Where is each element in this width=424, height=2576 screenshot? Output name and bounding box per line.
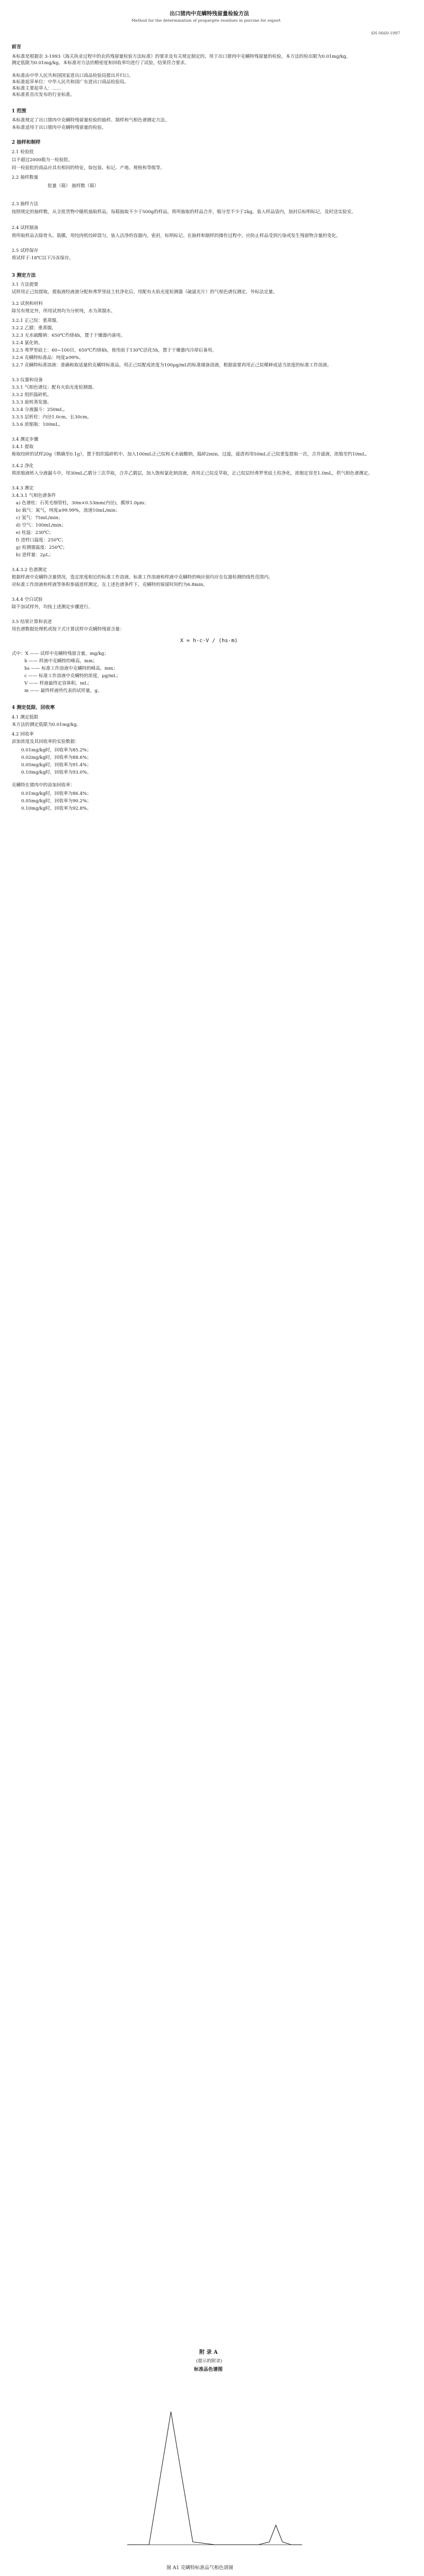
paragraph: 克螨特在猪肉中的添加回收率： [12, 783, 75, 788]
subsection-heading: 3.4.1 提取 [12, 444, 34, 450]
section-heading: 1 范围 [12, 109, 26, 114]
figure-caption: 图 A1 克螨特标准品气相色谱图 [166, 2565, 233, 2571]
variable-definition: hs —— 标准工作溶液中克螨特的峰高，mm； [24, 666, 118, 671]
paragraph: 除另有规定外，所用试剂均为分析纯，水为蒸馏水。 [12, 309, 116, 314]
paragraph: 除不加试样外，均按上述测定步骤进行。 [12, 604, 93, 610]
list-item: 3.3.2 组织捣碎机。 [12, 392, 52, 398]
subsection-heading: 3.4.3 测定 [12, 486, 34, 491]
table-header: 批量（箱） 抽样数（箱） [48, 183, 99, 189]
list-item: 3.2.6 克螨特标准品：纯度≥99%。 [12, 355, 84, 361]
list-item: 0.05mg/kg时，回收率为91.4%； [21, 763, 92, 768]
list-item: 3.3.1 气相色谱仪：配有火焰光度检测器。 [12, 385, 97, 390]
paragraph: 将所取样品去除骨头、筋膜，用绞肉机绞碎混匀，装入洁净的容器内，密封，标明标记。在抽样和制样的操作过程中，应防止样品受到污染或发生残留物含量的变化。 [12, 233, 341, 239]
section-heading: 3 测定方法 [12, 273, 36, 278]
foreword-text: 本标准系首次发布的行业标准。 [12, 92, 75, 98]
list-item: d) 空气：100mL/min； [16, 523, 66, 528]
variable-definition: m —— 最终样液所代表的试样量，g。 [24, 688, 102, 694]
subsection-heading: 3.5 结果计算和表述 [12, 619, 52, 625]
list-item: 3.2.4 氯化钠。 [12, 340, 43, 346]
list-item: 3.2.5 弗罗里硅土：60~100目，650℃灼烧4h，使用前于130℃活化5h，置于干燥器内冷却后备用。 [12, 348, 217, 353]
subsection-heading: 2.3 抽样方法 [12, 201, 39, 207]
foreword-text: 本标准由中华人民共和国国家进出口商品检验局提出并归口。 [12, 73, 134, 78]
list-item: c) 氢气：75mL/min； [16, 515, 63, 521]
paragraph: 以不超过2000箱为一检验批。 [12, 157, 73, 163]
list-item: 0.10mg/kg时，回收率为92.8%。 [21, 806, 92, 811]
list-item: 0.01mg/kg时，回收率为86.4%； [21, 791, 92, 796]
document-subtitle: Method for the determination of propargite residues in porcine for export [131, 18, 281, 23]
paragraph: 称取绞碎的试样20g（精确至0.1g），置于组织捣碎机中，加入100mL正己烷和无水硫酸钠，捣碎2min，过滤，滤渣再用50mL正己烷重复提取一次，合并滤液，浓缩至约10mL。 [12, 452, 370, 457]
subsection-heading: 3.4 测定步骤 [12, 437, 39, 442]
list-item: 3.3.4 分液漏斗：250mL。 [12, 407, 68, 413]
list-item: f) 进样口温度：250℃； [16, 538, 66, 543]
variable-definition: h —— 样液中克螨特的峰高，mm； [24, 659, 98, 664]
paragraph: 本标准规定了出口猪肉中克螨特残留量检验的抽样、制样和气相色谱测定方法。 [12, 118, 170, 123]
list-item: 3.2.7 克螨特标准溶液：准确称取适量的克螨特标准品，用正己烷配成浓度为100μg/mL的标准储备溶液，根据需要再用正己烷稀释成适当浓度的标准工作溶液。 [12, 363, 332, 368]
subsection-heading: 3.2 试剂和材料 [12, 301, 43, 306]
subsection-heading: 3.4.3.2 色谱测定 [12, 567, 47, 573]
subsection-heading: 3.3 仪器和设备 [12, 378, 43, 383]
subsection-heading: 3.4.2 净化 [12, 463, 34, 469]
subsection-heading: 2.2 抽样数量 [12, 175, 39, 180]
list-item: 3.2.2 乙腈：重蒸馏。 [12, 326, 56, 331]
paragraph: 本标准适用于出口猪肉中克螨特残留量的检验。 [12, 125, 107, 130]
foreword-text: 本标准是根据农 3-1993《海关执业过程中的农药残留量检验方法标准》的要求及有关规定制定的，用于出口猪肉中克螨特残留量的检验。本方法的检出限为0.01mg/kg， [12, 54, 351, 59]
variable-definition: c —— 标准工作溶液中克螨特的浓度，μg/mL； [24, 673, 121, 679]
standard-code: SN 0660-1997 [371, 31, 400, 36]
chromatogram-trace [127, 2412, 302, 2545]
subsection-heading: 2.1 检验批 [12, 150, 34, 155]
section-heading: 4 测定低限、回收率 [12, 705, 55, 711]
paragraph: 试样用正己烷提取，提取液经液液分配和弗罗里硅土柱净化后，用配有火焰光度检测器（硫滤光片）的气相色谱仪测定，外标法定量。 [12, 290, 278, 295]
paragraph: 将浓缩液转入分液漏斗中，用30mL乙腈分三次萃取，合并乙腈层，加入饱和氯化钠溶液，再用正己烷反萃取，正己烷层经弗罗里硅土柱净化，浓缩定容至1.0mL，供气相色谱测定。 [12, 471, 373, 476]
formula: X = h·c·V / (hs·m) [180, 638, 238, 644]
paragraph: 添加浓度及其回收率的实验数据： [12, 739, 80, 744]
foreword-text: 本标准起草单位：中华人民共和国广东进出口商品检验局。 [12, 80, 129, 85]
list-item: 0.10mg/kg时，回收率为93.0%。 [21, 770, 92, 775]
variable-definition: 式中：X —— 试样中克螨特残留含量，mg/kg； [12, 651, 109, 656]
list-item: g) 检测器温度：250℃； [16, 545, 67, 550]
paragraph: 将试样于-18℃以下冷冻保存。 [12, 256, 74, 261]
subsection-heading: 4.1 测定低限 [12, 715, 39, 720]
variable-definition: V —— 样液最终定容体积，mL； [24, 681, 92, 686]
list-item: 3.3.5 层析柱：内径1.0cm，长30cm。 [12, 415, 92, 420]
list-item: 3.2.1 正己烷：重蒸馏。 [12, 318, 61, 323]
paragraph: 对标准工作溶液和样液等体积参插进样测定。在上述色谱条件下，克螨特的保留时间约为6.8min。 [12, 582, 208, 588]
list-item: 3.2.3 无水硫酸钠：650℃灼烧4h，置于干燥器内备用。 [12, 333, 125, 338]
subsection-heading: 3.1 方法提要 [12, 282, 39, 287]
subsection-heading: 2.5 试样保存 [12, 248, 39, 253]
subsection-heading: 2.4 试样制备 [12, 225, 39, 231]
document-title: 出口猪肉中克螨特残留量检验方法 [170, 11, 249, 17]
list-item: 3.3.6 浓缩瓶：100mL。 [12, 422, 63, 427]
paragraph: 按照规定的抽样数，从全批货物中随机抽取样品，每箱抽取不少于500g的样品，将所抽取的样品合并，缩分至不少于2kg，装入样品袋内，加封后标明标记，及时送实验室。 [12, 209, 356, 215]
appendix-note: (提示的附录) [196, 2359, 223, 2364]
foreword-text: 测定低限为0.01mg/kg。本标准对方法的精密度和回收率均进行了试验，结果符合要求。 [12, 60, 189, 66]
list-item: b) 载气：氮气，纯度≥99.99%，流速10mL/min； [16, 508, 120, 513]
list-item: 0.05mg/kg时，回收率为90.2%； [21, 799, 92, 804]
list-item: h) 进样量：2μL； [16, 553, 54, 558]
list-item: 0.01mg/kg时，回收率为85.2%； [21, 748, 92, 753]
chromatogram-chart [111, 2399, 313, 2559]
appendix-title: 附 录 A [199, 2350, 218, 2355]
foreword-heading: 前言 [12, 45, 22, 50]
list-item: 0.02mg/kg时，回收率为88.6%； [21, 755, 92, 760]
list-item: 3.3.3 旋转蒸发器。 [12, 400, 52, 405]
list-item: e) 柱温：230℃； [16, 530, 54, 536]
paragraph: 同一检验批的商品应具有相同的特征，如包装、标记、产地、规格和等级等。 [12, 165, 165, 171]
paragraph: 用色谱数据处理机或按下式计算试样中克螨特残留含量： [12, 627, 125, 632]
subsection-heading: 4.2 回收率 [12, 732, 34, 737]
list-item: a) 色谱柱：石英毛细管柱，30m×0.53mm(内径)，膜厚1.0μm； [16, 501, 149, 506]
paragraph: 根据样液中克螨特含量情况，选定浓度相近的标准工作溶液。标准工作溶液和样液中克螨特的响应值均应在仪器检测的线性范围内。 [12, 575, 273, 580]
subsection-heading: 3.4.3.1 气相色谱条件 [12, 493, 56, 498]
paragraph: 本方法的测定低限为0.01mg/kg。 [12, 722, 81, 728]
subsection-heading: 3.4.4 空白试验 [12, 597, 43, 602]
section-heading: 2 抽样和制样 [12, 140, 41, 145]
appendix-subtitle: 标准品色谱图 [194, 2367, 223, 2372]
foreword-text: 本标准主要起草人：…… [12, 86, 61, 91]
